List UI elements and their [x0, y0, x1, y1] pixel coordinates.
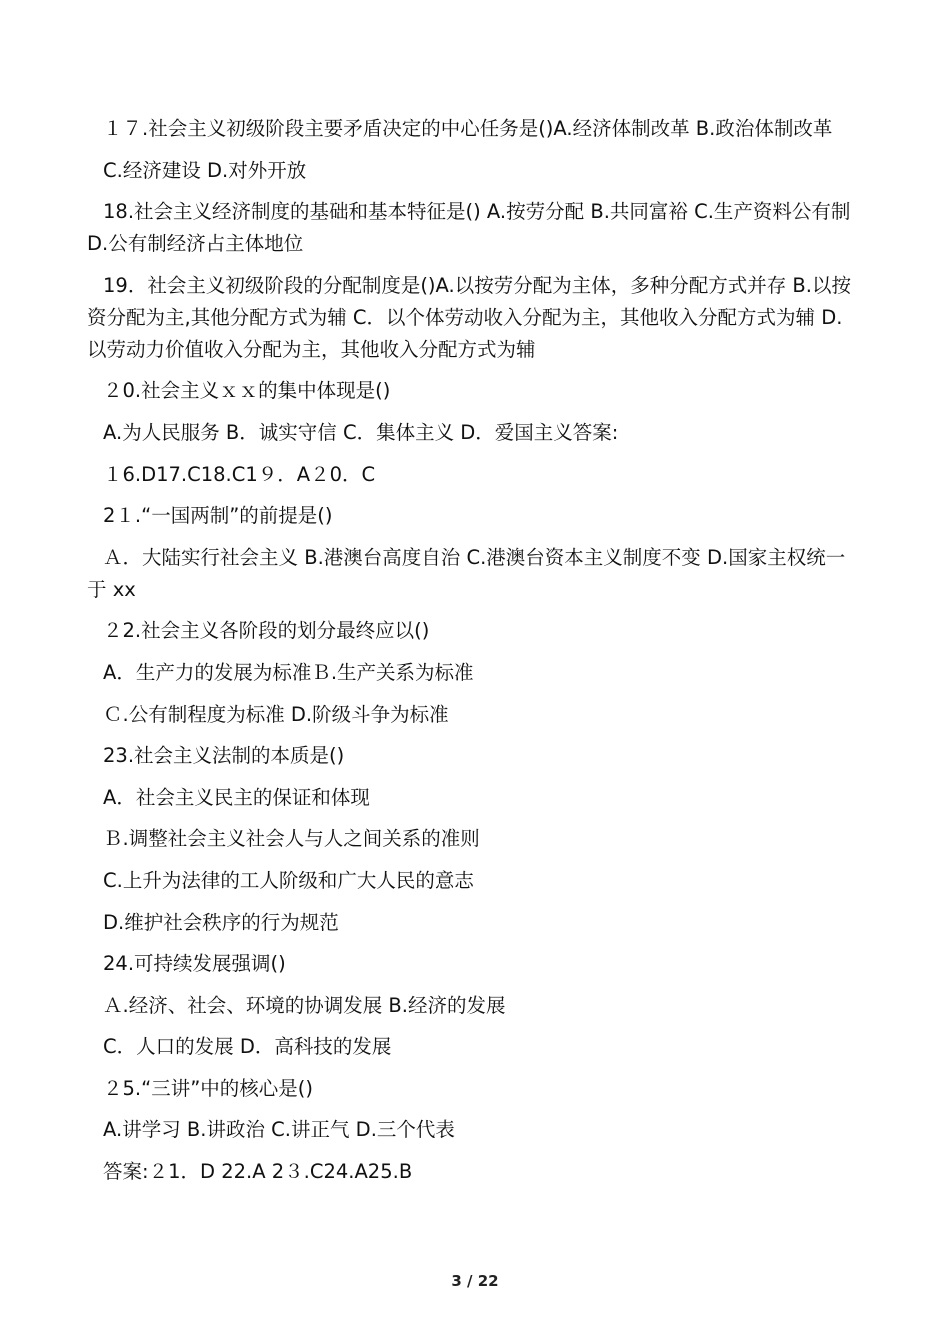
question-23-option-d: D.维护社会秩序的行为规范 [103, 910, 339, 934]
question-23-option-b: Ｂ.调整社会主义社会人与人之间关系的准则 [103, 827, 480, 851]
question-23: 23.社会主义法制的本质是() [103, 744, 345, 768]
question-24-options-cd: C．人口的发展 D．高科技的发展 [103, 1035, 392, 1059]
question-24-options-ab: Ａ.经济、社会、环境的协调发展 B.经济的发展 [103, 993, 506, 1017]
question-23-option-a: A．社会主义民主的保证和体现 [103, 785, 370, 809]
question-24: 24.可持续发展强调() [103, 952, 286, 976]
question-20-options: A.为人民服务 B．诚实守信 C．集体主义 D．爱国主义答案: [103, 420, 619, 444]
question-19: 19．社会主义初级阶段的分配制度是()A.以按劳分配为主体，多种分配方式并存 B.以按资分配为主,其他分配方式为辅 C．以个体劳动收入分配为主，其他收入分配方式为辅 D.以劳动力价值收入分配为主，其他收入分配方式为辅 [87, 273, 851, 361]
question-20: ２0.社会主义ｘｘ的集中体现是() [103, 379, 391, 403]
answers-16-20: １6.D17.C18.C1９．A２0．C [103, 462, 376, 486]
question-23-option-c: C.上升为法律的工人阶级和广大人民的意志 [103, 868, 474, 892]
question-22-options-cd: Ｃ.公有制程度为标准 D.阶级斗争为标准 [103, 702, 449, 726]
question-22: ２2.社会主义各阶段的划分最终应以() [103, 619, 430, 643]
question-21: 2１.“一国两制”的前提是() [103, 504, 333, 528]
question-22-options-ab: A．生产力的发展为标准Ｂ.生产关系为标准 [103, 660, 474, 684]
question-25: ２5.“三讲”中的核心是() [103, 1076, 314, 1100]
question-25-options: A.讲学习 B.讲政治 C.讲正气 D.三个代表 [103, 1118, 455, 1142]
question-17: １７.社会主义初级阶段主要矛盾决定的中心任务是()A.经济体制改革 B.政治体制改革 [103, 117, 833, 140]
question-18: 18.社会主义经济制度的基础和基本特征是() A.按劳分配 B.共同富裕 C.生产资料公有制 D.公有制经济占主体地位 [87, 200, 851, 256]
answers-21-25: 答案:２1．D 22.A 2３.C24.A25.B [103, 1160, 413, 1184]
question-17-options: C.经济建设 D.对外开放 [103, 158, 307, 182]
page-number: 3 / 22 [451, 1272, 499, 1290]
question-21-options: Ａ．大陆实行社会主义 B.港澳台高度自治 C.港澳台资本主义制度不变 D.国家主权统一于 xx [87, 545, 846, 601]
page-content [87, 113, 857, 1198]
